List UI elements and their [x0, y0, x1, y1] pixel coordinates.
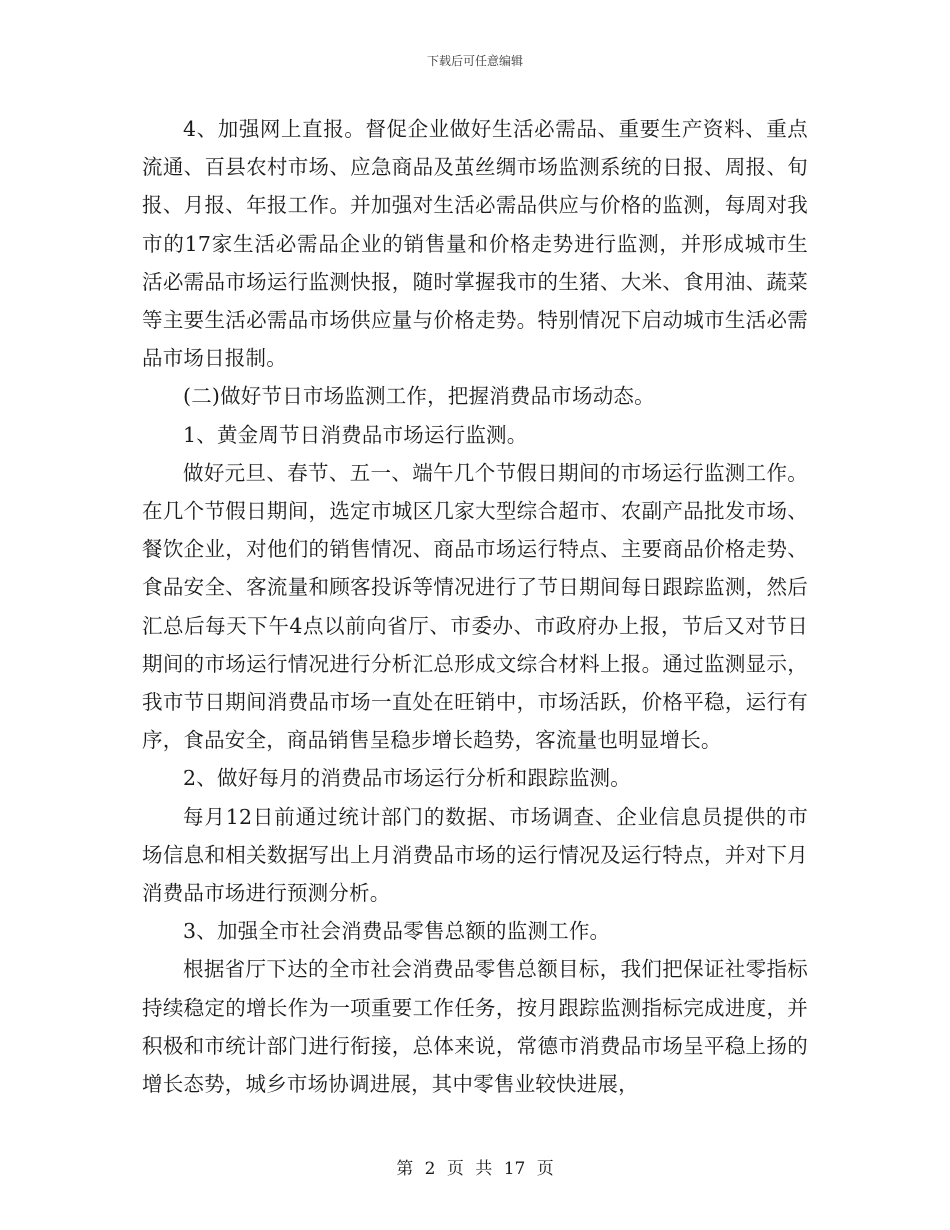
page-header-note: 下载后可任意编辑	[426, 54, 523, 68]
paragraph-holiday-monitoring: 做好元旦、春节、五一、端午几个节假日期间的市场运行监测工作。在几个节假日期间，选定市城区几家大型综合超市、农副产品批发市场、餐饮企业，对他们的销售情况、商品市场运行特点、主要商品价格走势、食品安全、客流量和顾客投诉等情况进行了节日期间每日跟踪监测，然后汇总后每天下午4点以前向省厅、市委办、市政府办上报，节后又对节日期间的市场运行情况进行分析汇总形成文综合材料上报。通过监测显示，我市节日期间消费品市场一直处在旺销中，市场活跃，价格平稳，运行有序，食品安全，商品销售呈稳步增长趋势，客流量也明显增长。	[142, 460, 808, 753]
subheading-golden-week: 1、黄金周节日消费品市场运行监测。	[183, 422, 528, 447]
section-heading-holiday-monitoring: (二)做好节日市场监测工作，把握消费品市场动态。	[183, 384, 655, 409]
subheading-retail-sales: 3、加强全市社会消费品零售总额的监测工作。	[183, 919, 611, 944]
page-number: 第 2 页 共 17 页	[396, 1159, 554, 1179]
paragraph-monthly-analysis: 每月12日前通过统计部门的数据、市场调查、企业信息员提供的市场信息和相关数据写出上月消费品市场的运行情况及运行特点，并对下月消费品市场进行预测分析。	[142, 804, 808, 906]
paragraph-retail-sales: 根据省厅下达的全市社会消费品零售总额目标，我们把保证社零指标持续稳定的增长作为一项重要工作任务，按月跟踪监测指标完成进度，并积极和市统计部门进行衔接，总体来说，常德市消费品市场呈平稳上扬的增长态势，城乡市场协调进展，其中零售业较快进展，	[142, 957, 808, 1097]
subheading-monthly-analysis: 2、做好每月的消费品市场运行分析和跟踪监测。	[183, 766, 631, 791]
document-body	[142, 110, 808, 1103]
paragraph-online-reporting: 4、加强网上直报。督促企业做好生活必需品、重要生产资料、重点流通、百县农村市场、应急商品及茧丝绸市场监测系统的日报、周报、旬报、月报、年报工作。并加强对生活必需品供应与价格的监测，每周对我市的17家生活必需品企业的销售量和价格走势进行监测，并形成城市生活必需品市场运行监测快报，随时掌握我市的生猪、大米、食用油、蔬菜等主要生活必需品市场供应量与价格走势。特别情况下启动城市生活必需品市场日报制。	[142, 117, 808, 371]
